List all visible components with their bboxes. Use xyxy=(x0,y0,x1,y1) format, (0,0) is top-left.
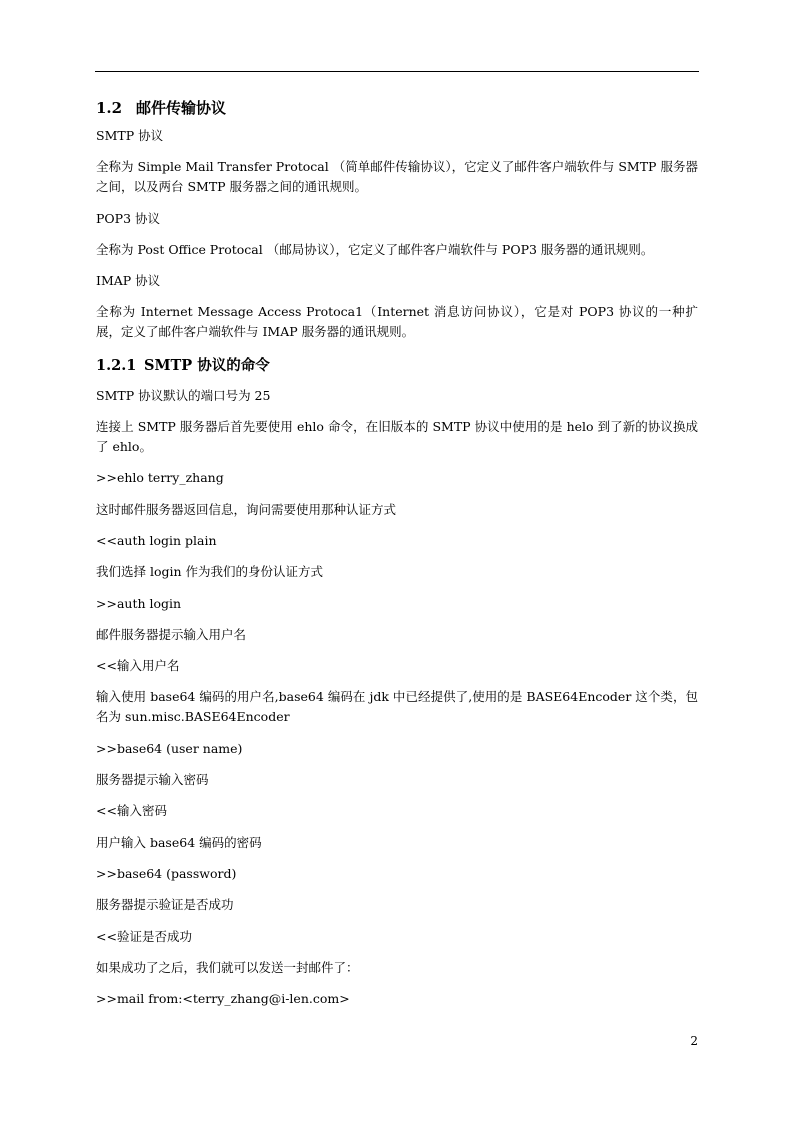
response-username: <<输入用户名 xyxy=(96,658,180,674)
subsection-number: 1.2.1 xyxy=(96,356,137,374)
paragraph-password-prompt: 服务器提示输入密码 xyxy=(96,772,209,788)
protocol-name-imap: IMAP 协议 xyxy=(96,273,161,289)
document-body xyxy=(96,96,698,1020)
response-auth-methods: <<auth login plain xyxy=(96,532,217,548)
command-base64-password: >>base64 (password) xyxy=(96,865,237,881)
paragraph-choose-login: 我们选择 login 作为我们的身份认证方式 xyxy=(96,564,324,580)
paragraph-base64-password: 用户输入 base64 编码的密码 xyxy=(96,834,262,850)
protocol-name-pop3: POP3 协议 xyxy=(96,210,160,226)
command-auth-login: >>auth login xyxy=(96,595,182,611)
section-heading xyxy=(96,96,698,120)
command-base64-username: >>base64 (user name) xyxy=(96,740,243,756)
protocol-name-smtp: SMTP 协议 xyxy=(96,128,164,143)
header-rule xyxy=(95,71,699,72)
paragraph-auth-ask: 这时邮件服务器返回信息，询问需要使用那种认证方式 xyxy=(96,501,397,517)
section-number: 1.2 xyxy=(96,99,123,117)
command-mail-from: >>mail from:<terry_zhang@i-len.com> xyxy=(96,991,350,1007)
response-verify: <<验证是否成功 xyxy=(96,928,192,944)
paragraph-verify-prompt: 服务器提示验证是否成功 xyxy=(96,897,234,913)
subsection-heading xyxy=(96,354,698,378)
page-number: 2 xyxy=(690,1034,698,1048)
paragraph-imap-desc: 全称为 Internet Message Access Protoca1（Internet 消息访问协议），它是对 POP3 协议的一种扩展，定义了邮件客户端软件与 IMAP 服务器的通讯规则。 xyxy=(96,304,698,340)
paragraph-username-prompt: 邮件服务器提示输入用户名 xyxy=(96,626,247,642)
response-password: <<输入密码 xyxy=(96,803,167,819)
paragraph-ehlo: 连接上 SMTP 服务器后首先要使用 ehlo 命令，在旧版本的 SMTP 协议中使用的是 helo 到了新的协议换成了 ehlo。 xyxy=(96,419,698,455)
subsection-title: SMTP 协议的命令 xyxy=(144,356,270,374)
paragraph-base64-username: 输入使用 base64 编码的用户名,base64 编码在 jdk 中已经提供了,使用的是 BASE64Encoder 这个类，包名为 sun.misc.BASE64Encoder xyxy=(96,689,698,725)
section-title: 邮件传输协议 xyxy=(136,99,227,117)
command-ehlo: >>ehlo terry_zhang xyxy=(96,470,224,486)
paragraph-smtp-desc: 全称为 Simple Mail Transfer Protocal （简单邮件传输协议），它定义了邮件客户端软件与 SMTP 服务器之间，以及两台 SMTP 服务器之间的通讯规则。 xyxy=(96,159,698,195)
paragraph-port: SMTP 协议默认的端口号为 25 xyxy=(96,387,271,403)
paragraph-send-mail: 如果成功了之后，我们就可以发送一封邮件了： xyxy=(96,959,359,975)
paragraph-pop3-desc: 全称为 Post Office Protocal （邮局协议），它定义了邮件客户端软件与 POP3 服务器的通讯规则。 xyxy=(96,241,654,257)
